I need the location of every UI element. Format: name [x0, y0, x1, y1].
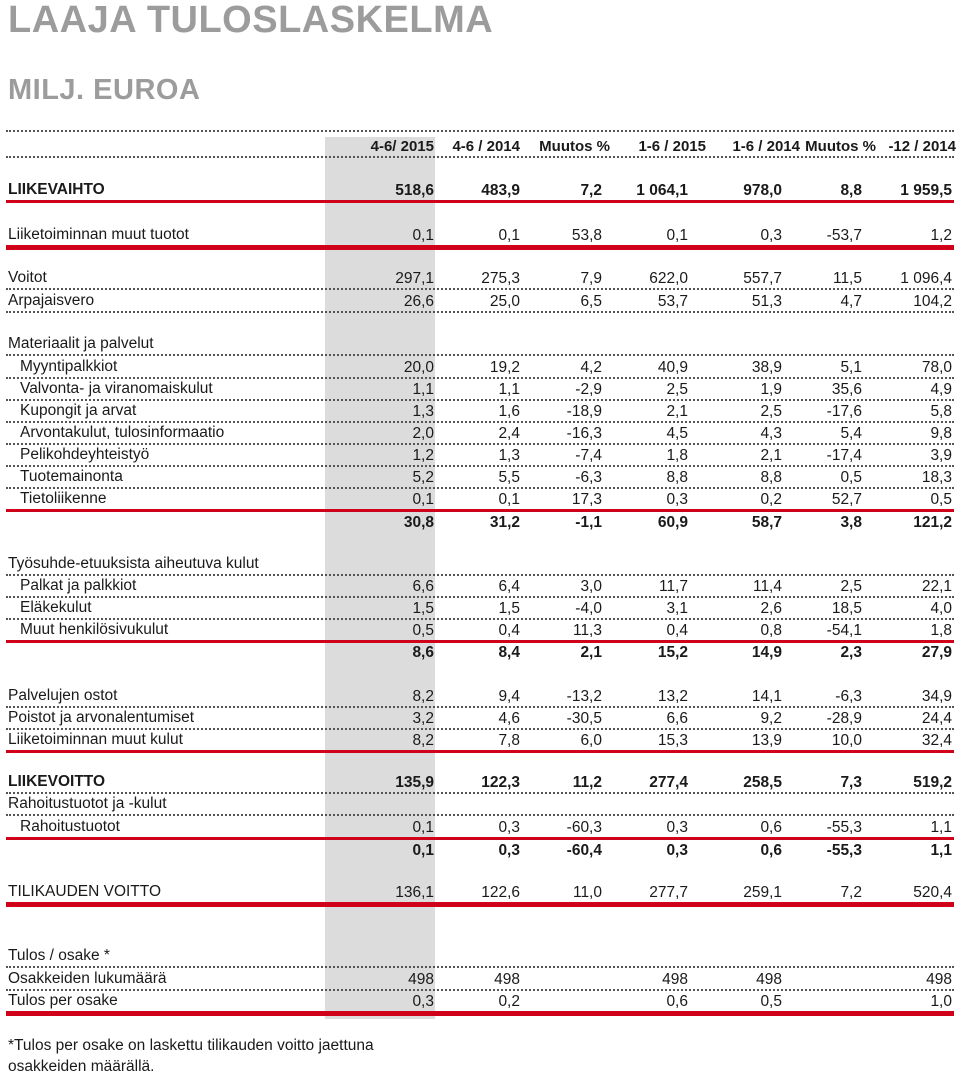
table-cell: 3,0 [580, 578, 602, 595]
table-cell: 51,3 [751, 293, 782, 310]
table-cell: 4,2 [580, 359, 602, 376]
table-cell: 1,3 [498, 447, 520, 464]
table-cell: 259,1 [743, 884, 782, 901]
table-cell: 24,4 [921, 710, 952, 727]
table-cell: 3,8 [840, 514, 862, 531]
table-cell: 38,9 [751, 359, 782, 376]
table-cell: 557,7 [743, 270, 782, 287]
table-row [6, 686, 954, 708]
table-cell: -2,9 [575, 381, 602, 398]
table-cell: 35,6 [831, 381, 862, 398]
column-header: 4-6 / 2014 [452, 138, 520, 155]
table-cell: 2,3 [840, 644, 862, 661]
column-header: Muutos % [805, 138, 876, 155]
table-cell: 2,0 [412, 425, 434, 442]
table-cell: 5,8 [930, 403, 952, 420]
table-cell: -4,0 [575, 600, 602, 617]
row-label: Arvontakulut, tulosinformaatio [20, 424, 225, 441]
table-cell: 60,9 [657, 514, 688, 531]
table-cell: 11,2 [572, 774, 602, 791]
table-cell: 4,3 [760, 425, 782, 442]
table-row [6, 334, 954, 356]
column-header: 4-6/ 2015 [370, 138, 434, 155]
table-cell: 0,4 [666, 622, 688, 639]
row-label: Palkat ja palkkiot [20, 577, 137, 594]
table-cell: 1 959,5 [900, 182, 952, 199]
table-cell: 40,9 [657, 359, 688, 376]
table-cell: 53,8 [571, 227, 602, 244]
table-cell: 30,8 [403, 514, 434, 531]
table-row [6, 598, 954, 620]
table-row [6, 401, 954, 423]
row-label: Voitot [8, 269, 47, 286]
table-cell: 11,7 [658, 578, 688, 595]
table-cell: 4,0 [930, 600, 952, 617]
table-cell: 3,9 [930, 447, 952, 464]
table-cell: 1,0 [930, 993, 952, 1010]
table-cell: 13,2 [657, 688, 688, 705]
table-cell: 0,3 [498, 842, 520, 859]
table-cell: 11,4 [752, 578, 782, 595]
table-row [6, 794, 954, 816]
table-cell: 4,6 [498, 710, 520, 727]
table-row [6, 225, 954, 250]
table-cell: 2,6 [760, 600, 782, 617]
table-header-row [6, 136, 954, 158]
table-cell: 7,2 [580, 182, 602, 199]
row-label: LIIKEVOITTO [8, 773, 106, 790]
table-cell: 18,3 [921, 469, 952, 486]
table-cell: 0,3 [412, 993, 434, 1010]
table-cell: 1 064,1 [636, 182, 688, 199]
table-cell: 22,1 [921, 578, 952, 595]
table-cell: 0,2 [498, 993, 520, 1010]
table-cell: 0,1 [498, 491, 520, 508]
table-cell: 52,7 [831, 491, 862, 508]
row-label: Työsuhde-etuuksista aiheutuva kulut [8, 555, 259, 572]
table-cell: 0,3 [760, 227, 782, 244]
table-row [6, 445, 954, 467]
table-cell: 498 [408, 971, 434, 988]
table-cell: -55,3 [826, 819, 862, 836]
table-cell: 0,3 [666, 842, 688, 859]
table-cell: 17,3 [571, 491, 602, 508]
table-cell: 2,5 [840, 578, 862, 595]
table-row [6, 772, 954, 794]
table-cell: 0,3 [666, 491, 688, 508]
table-cell: 2,5 [666, 381, 688, 398]
table-cell: 9,4 [498, 688, 520, 705]
table-cell: 136,1 [395, 884, 434, 901]
table-cell: 0,3 [666, 819, 688, 836]
table-cell: 8,2 [412, 688, 434, 705]
table-cell: 6,6 [666, 710, 688, 727]
table-cell: 78,0 [921, 359, 952, 376]
column-header: Muutos % [539, 138, 610, 155]
table-cell: 498 [926, 971, 952, 988]
table-cell: 1,1 [412, 381, 434, 398]
table-cell: 135,9 [395, 774, 434, 791]
table-cell: 2,1 [666, 403, 688, 420]
table-cell: 27,9 [921, 644, 952, 661]
table-cell: 5,1 [840, 359, 862, 376]
table-row [6, 357, 954, 379]
row-label: TILIKAUDEN VOITTO [8, 883, 162, 900]
table-cell: 7,2 [840, 884, 862, 901]
column-header: 1-6 / 2014 [732, 138, 800, 155]
table-cell: 6,4 [498, 578, 520, 595]
table-cell: 6,5 [580, 293, 602, 310]
table-cell: -60,3 [566, 819, 602, 836]
table-cell: -30,5 [566, 710, 602, 727]
table-cell: 8,8 [840, 182, 862, 199]
table-cell: 0,1 [666, 227, 688, 244]
table-cell: 2,1 [580, 644, 602, 661]
table-cell: 13,9 [751, 732, 782, 749]
table-row [6, 946, 954, 968]
table-cell: -55,3 [826, 842, 862, 859]
table-cell: 483,9 [481, 182, 520, 199]
table-cell: -16,3 [566, 425, 602, 442]
table-cell: 1,5 [412, 600, 434, 617]
table-cell: 10,0 [831, 732, 862, 749]
table-cell: 0,4 [498, 622, 520, 639]
table-cell: -1,1 [575, 514, 602, 531]
table-cell: 20,0 [403, 359, 434, 376]
table-cell: 978,0 [743, 182, 782, 199]
table-cell: -60,4 [566, 842, 602, 859]
page-subtitle: MILJ. EUROA [8, 74, 201, 106]
top-divider [6, 130, 954, 132]
table-cell: 14,9 [751, 644, 782, 661]
column-header: 1-6 / 2015 [638, 138, 706, 155]
row-label: Eläkekulut [20, 599, 92, 616]
table-cell: 258,5 [743, 774, 782, 791]
table-cell: 2,5 [760, 403, 782, 420]
table-cell: 0,2 [760, 491, 782, 508]
table-cell: 0,5 [412, 622, 434, 639]
table-cell: 0,1 [498, 227, 520, 244]
row-label: Tuotemainonta [20, 468, 123, 485]
table-cell: 25,0 [489, 293, 520, 310]
table-cell: 18,5 [831, 600, 862, 617]
table-cell: 53,7 [657, 293, 688, 310]
table-cell: 4,7 [840, 293, 862, 310]
table-cell: -6,3 [835, 688, 862, 705]
table-cell: 297,1 [395, 270, 434, 287]
table-cell: -13,2 [566, 688, 602, 705]
table-row [6, 180, 954, 203]
row-label: Pelikohdeyhteistyö [20, 446, 150, 463]
table-row [6, 489, 954, 512]
table-cell: 519,2 [913, 774, 952, 791]
table-cell: 9,2 [760, 710, 782, 727]
table-cell: 5,2 [412, 469, 434, 486]
table-cell: 11,5 [832, 270, 862, 287]
page-title: LAAJA TULOSLASKELMA [8, 0, 494, 41]
table-cell: 6,6 [412, 578, 434, 595]
table-cell: 0,1 [412, 491, 434, 508]
column-header: -12 / 2014 [888, 138, 956, 155]
table-cell: 498 [494, 971, 520, 988]
table-row [6, 268, 954, 290]
table-cell: 498 [756, 971, 782, 988]
table-cell: 58,7 [751, 514, 782, 531]
row-label: Tulos per osake [8, 992, 118, 1009]
table-cell: 0,8 [760, 622, 782, 639]
table-cell: 0,5 [840, 469, 862, 486]
table-cell: 0,6 [666, 993, 688, 1010]
row-label: Myyntipalkkiot [20, 358, 118, 375]
table-cell: -7,4 [575, 447, 602, 464]
table-cell: 8,8 [760, 469, 782, 486]
table-cell: 15,3 [657, 732, 688, 749]
table-row [6, 620, 954, 643]
table-cell: 0,1 [412, 842, 434, 859]
table-cell: 14,1 [751, 688, 782, 705]
row-label: Rahoitustuotot [20, 818, 120, 835]
table-cell: 3,2 [412, 710, 434, 727]
table-cell: 1,8 [930, 622, 952, 639]
table-cell: 0,1 [412, 227, 434, 244]
row-label: Osakkeiden lukumäärä [8, 970, 167, 987]
table-cell: 4,5 [666, 425, 688, 442]
table-cell: 622,0 [649, 270, 688, 287]
table-cell: 11,0 [572, 884, 602, 901]
table-cell: 104,2 [913, 293, 952, 310]
table-cell: -28,9 [826, 710, 862, 727]
table-cell: 19,2 [489, 359, 520, 376]
row-label: Valvonta- ja viranomaiskulut [20, 380, 213, 397]
table-cell: 1 096,4 [900, 270, 952, 287]
table-cell: 9,8 [930, 425, 952, 442]
table-row [6, 991, 954, 1016]
row-label: Tulos / osake * [8, 947, 110, 964]
table-cell: 2,4 [498, 425, 520, 442]
table-cell: 1,1 [930, 819, 952, 836]
table-cell: 32,4 [921, 732, 952, 749]
table-cell: 7,8 [498, 732, 520, 749]
row-label: Muut henkilösivukulut [20, 621, 169, 638]
table-row [6, 730, 954, 753]
table-cell: 277,4 [649, 774, 688, 791]
table-cell: 5,5 [498, 469, 520, 486]
table-cell: 0,3 [498, 819, 520, 836]
table-cell: 1,5 [498, 600, 520, 617]
table-cell: 277,7 [649, 884, 688, 901]
table-cell: 1,2 [930, 227, 952, 244]
table-cell: 1,6 [498, 403, 520, 420]
table-row [6, 512, 954, 532]
table-row [6, 882, 954, 907]
row-label: Arpajaisvero [8, 292, 95, 309]
table-cell: 3,1 [666, 600, 688, 617]
table-cell: 1,1 [498, 381, 520, 398]
row-label: Rahoitustuotot ja -kulut [8, 795, 167, 812]
table-cell: 6,0 [580, 732, 602, 749]
table-cell: -17,6 [826, 403, 862, 420]
table-cell: 8,8 [666, 469, 688, 486]
table-cell: 4,9 [930, 381, 952, 398]
table-cell: 520,4 [913, 884, 952, 901]
table-row [6, 554, 954, 576]
table-cell: 11,3 [572, 622, 602, 639]
table-cell: 7,9 [580, 270, 602, 287]
row-label: LIIKEVAIHTO [8, 181, 105, 198]
table-cell: -18,9 [566, 403, 602, 420]
table-cell: -53,7 [826, 227, 862, 244]
table-cell: 26,6 [403, 293, 434, 310]
table-row [6, 423, 954, 445]
row-label: Materiaalit ja palvelut [8, 335, 154, 352]
table-cell: 7,3 [840, 774, 862, 791]
row-label: Poistot ja arvonalentumiset [8, 709, 195, 726]
table-cell: 8,4 [498, 644, 520, 661]
row-label: Liiketoiminnan muut tuotot [8, 226, 189, 243]
row-label: Kupongit ja arvat [20, 402, 137, 419]
table-row [6, 708, 954, 730]
table-row [6, 291, 954, 313]
table-cell: 0,5 [760, 993, 782, 1010]
row-label: Palvelujen ostot [8, 687, 118, 704]
table-row [6, 379, 954, 401]
table-cell: 518,6 [395, 182, 434, 199]
table-row [6, 576, 954, 598]
row-label: Tietoliikenne [20, 490, 107, 507]
table-row [6, 642, 954, 662]
table-cell: 34,9 [921, 688, 952, 705]
table-cell: 2,1 [760, 447, 782, 464]
table-row [6, 969, 954, 991]
table-cell: 8,2 [412, 732, 434, 749]
table-row [6, 467, 954, 489]
table-cell: 5,4 [840, 425, 862, 442]
table-row [6, 817, 954, 840]
table-cell: 15,2 [657, 644, 688, 661]
table-cell: -54,1 [826, 622, 862, 639]
table-cell: 1,9 [760, 381, 782, 398]
table-cell: 121,2 [913, 514, 952, 531]
table-cell: 1,8 [666, 447, 688, 464]
table-cell: 122,6 [481, 884, 520, 901]
table-row [6, 840, 954, 860]
table-cell: 0,6 [760, 819, 782, 836]
table-cell: 0,5 [930, 491, 952, 508]
table-cell: 1,2 [412, 447, 434, 464]
row-label: Liiketoiminnan muut kulut [8, 731, 183, 748]
table-cell: 1,3 [412, 403, 434, 420]
table-cell: 275,3 [481, 270, 520, 287]
table-cell: -17,4 [826, 447, 862, 464]
table-cell: -6,3 [575, 469, 602, 486]
table-cell: 498 [662, 971, 688, 988]
footnote: *Tulos per osake on laskettu tilikauden voitto jaettuna osakkeiden määrällä. [8, 1037, 374, 1075]
table-cell: 31,2 [489, 514, 520, 531]
table-cell: 0,6 [760, 842, 782, 859]
table-cell: 1,1 [930, 842, 952, 859]
table-cell: 8,6 [412, 644, 434, 661]
table-cell: 122,3 [481, 774, 520, 791]
table-cell: 0,1 [412, 819, 434, 836]
